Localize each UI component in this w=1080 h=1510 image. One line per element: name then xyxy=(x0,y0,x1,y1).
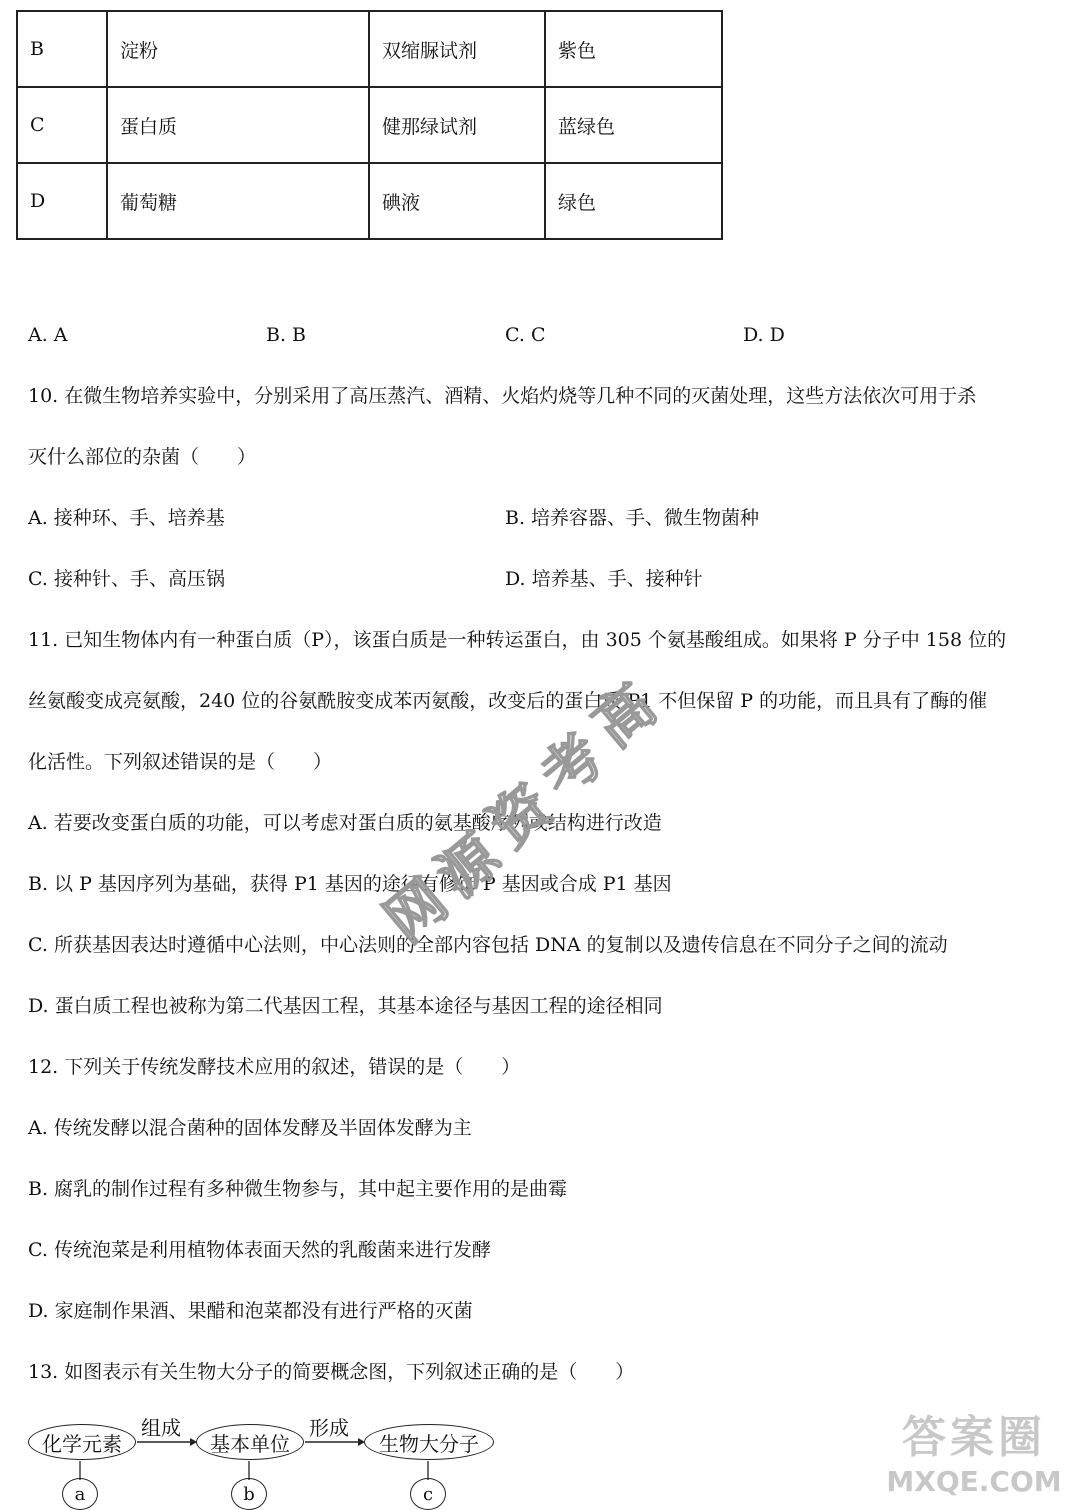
table-cell: 紫色 xyxy=(545,11,722,87)
table-row xyxy=(17,163,722,239)
q11-stem-line1: 11. 已知生物体内有一种蛋白质（P），该蛋白质是一种转运蛋白，由 305 个氨基酸组成。如果将 P 分子中 158 位的 xyxy=(28,629,1007,651)
q13-stem: 13. 如图表示有关生物大分子的简要概念图，下列叙述正确的是（ ） xyxy=(28,1361,635,1383)
diagram-node-elements: 化学元素 xyxy=(28,1424,136,1460)
table-cell: 葡萄糖 xyxy=(107,163,369,239)
q11-stem-line3: 化活性。下列叙述错误的是（ ） xyxy=(28,751,333,773)
edge-label-form: 形成 xyxy=(309,1416,349,1440)
q11-stem-line2: 丝氨酸变成亮氨酸，240 位的谷氨酰胺变成苯丙氨酸，改变后的蛋白质 P1 不但保留 P 的功能，而且具有了酶的催 xyxy=(28,690,988,712)
table-row xyxy=(17,87,722,163)
table-cell: 蓝绿色 xyxy=(545,87,722,163)
label-a-circle: a xyxy=(62,1478,98,1510)
table-cell: 绿色 xyxy=(545,163,722,239)
watermark-char: 考 xyxy=(528,721,617,811)
watermark-char: 资 xyxy=(476,771,565,861)
arrow-head xyxy=(190,1438,197,1446)
q12-option-a: A. 传统发酵以混合菌种的固体发酵及半固体发酵为主 xyxy=(28,1117,472,1139)
diagram-node-units: 基本单位 xyxy=(196,1424,304,1460)
q12-option-c: C. 传统泡菜是利用植物体表面天然的乳酸菌来进行发酵 xyxy=(28,1239,491,1261)
table-row xyxy=(17,11,722,87)
reagent-table xyxy=(16,10,723,240)
table-cell: 健那绿试剂 xyxy=(369,87,545,163)
label-c-circle: c xyxy=(410,1478,446,1510)
q10-stem-line2: 灭什么部位的杂菌（ ） xyxy=(28,446,257,468)
q10-option-c: C. 接种针、手、高压锅 xyxy=(28,568,225,590)
table-cell: C xyxy=(17,87,107,163)
table-cell: 双缩脲试剂 xyxy=(369,11,545,87)
q11-option-b: B. 以 P 基因序列为基础，获得 P1 基因的途径有修饰 P 基因或合成 P1 基因 xyxy=(28,873,672,895)
watermark-char: 网 xyxy=(372,866,461,956)
q10-option-d: D. 培养基、手、接种针 xyxy=(505,568,703,590)
q10-option-a: A. 接种环、手、培养基 xyxy=(28,507,225,529)
edge-label-compose: 组成 xyxy=(141,1416,181,1440)
table-cell: 淀粉 xyxy=(107,11,369,87)
arrow-head xyxy=(358,1438,365,1446)
q11-option-a: A. 若要改变蛋白质的功能，可以考虑对蛋白质的氨基酸序列或结构进行改造 xyxy=(28,812,662,834)
diagram-node-macromolecule: 生物大分子 xyxy=(364,1424,494,1460)
q9-option-c: C. C xyxy=(505,324,546,346)
q11-option-d: D. 蛋白质工程也被称为第二代基因工程，其基本途径与基因工程的途径相同 xyxy=(28,995,663,1017)
q11-option-c: C. 所获基因表达时遵循中心法则，中心法则的全部内容包括 DNA 的复制以及遗传信息在不同分子之间的流动 xyxy=(28,934,948,956)
q9-option-b: B. B xyxy=(266,324,307,346)
table-cell: 蛋白质 xyxy=(107,87,369,163)
logo-text: 答案圈 xyxy=(902,1412,1046,1463)
watermark-char: 源 xyxy=(424,821,513,911)
table-cell: B xyxy=(17,11,107,87)
q10-stem-line1: 10. 在微生物培养实验中，分别采用了高压蒸汽、酒精、火焰灼烧等几种不同的灭菌处理，这些方法依次可用于杀 xyxy=(28,385,977,407)
table-cell: 碘液 xyxy=(369,163,545,239)
q10-option-b: B. 培养容器、手、微生物菌种 xyxy=(505,507,760,529)
watermark-char: 高 xyxy=(580,671,669,761)
q9-option-a: A. A xyxy=(28,324,68,346)
logo-url: MXQE.COM xyxy=(886,1465,1062,1498)
q12-option-b: B. 腐乳的制作过程有多种微生物参与，其中起主要作用的是曲霉 xyxy=(28,1178,568,1200)
q12-stem: 12. 下列关于传统发酵技术应用的叙述，错误的是（ ） xyxy=(28,1056,521,1078)
site-logo xyxy=(874,1401,1074,1498)
table-cell: D xyxy=(17,163,107,239)
q12-option-d: D. 家庭制作果酒、果醋和泡菜都没有进行严格的灭菌 xyxy=(28,1300,473,1322)
q9-option-d: D. D xyxy=(743,324,785,346)
label-b-circle: b xyxy=(231,1478,267,1510)
